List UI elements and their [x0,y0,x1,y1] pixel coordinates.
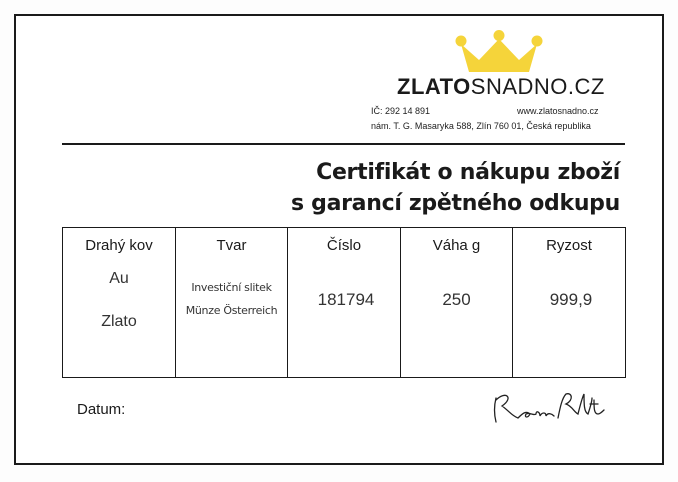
crown-logo-icon [455,30,543,74]
shape-line2: Münze Österreich [185,303,278,317]
shape-line1: Investiční slitek [191,280,272,294]
metal-name: Zlato [101,312,137,330]
goods-table [62,227,626,378]
column-header-weight: Váha g [401,228,513,262]
company-web: www.zlatosnadno.cz [517,106,599,116]
signature-icon [488,388,608,428]
column-header-fineness: Ryzost [513,228,626,262]
brand-name [397,74,605,100]
brand-name-bold: ZLATO [397,74,471,99]
cell-metal [63,262,176,378]
date-label: Datum: [77,401,126,418]
company-address: nám. T. G. Masaryka 588, Zlín 760 01, Česká republika [371,121,591,131]
table-row [63,262,626,378]
column-header-shape: Tvar [176,228,288,262]
cell-shape [176,262,288,378]
header-divider [62,143,625,145]
certificate-title-line2: s garancí zpětného odkupu [290,191,620,216]
cell-weight [401,262,513,378]
company-id: IČ: 292 14 891 [371,106,431,116]
item-fineness: 999,9 [549,289,593,309]
goods-table-header-row [63,228,626,262]
metal-symbol: Au [109,269,129,287]
certificate-title-line1: Certifikát o nákupu zboží [316,160,620,185]
item-number: 181794 [317,289,375,309]
cell-fineness [513,262,626,378]
item-weight: 250 [442,289,471,309]
column-header-metal: Drahý kov [63,228,176,262]
brand-name-regular: SNADNO.CZ [470,74,605,99]
cell-number [288,262,401,378]
column-header-number: Číslo [288,228,401,262]
